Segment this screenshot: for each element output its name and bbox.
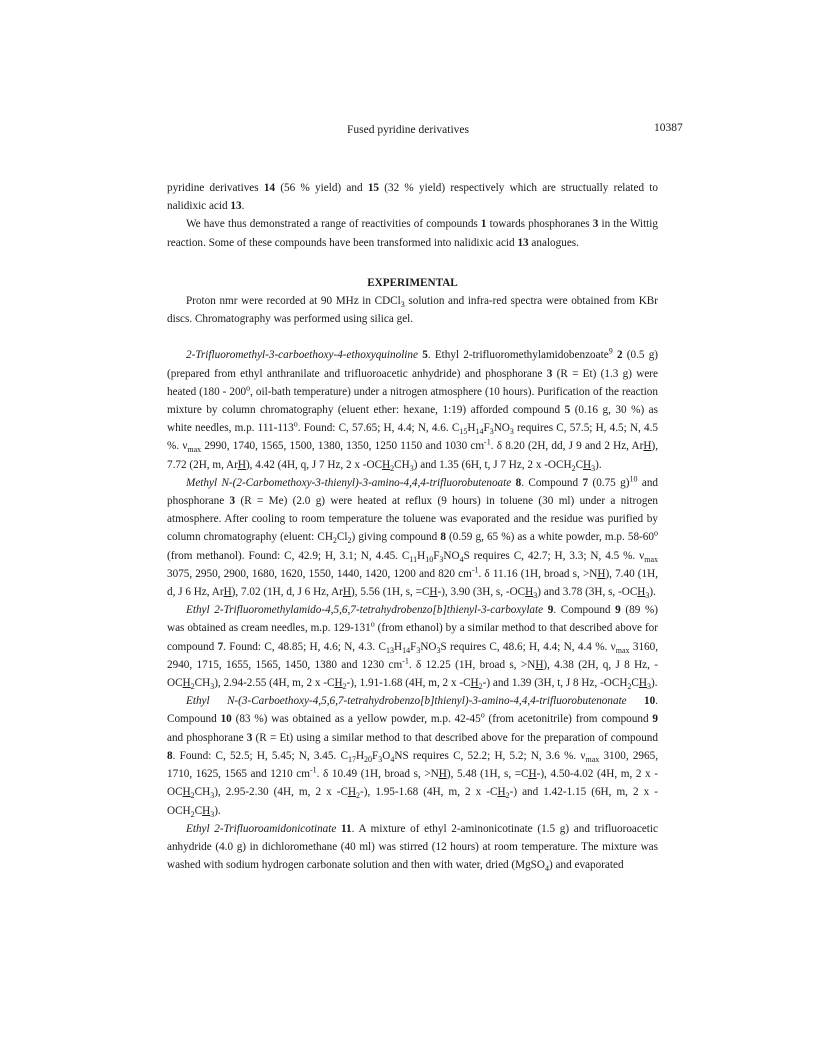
paragraph-intro-1: pyridine derivatives 14 (56 % yield) and 15 (32 % yield) respectively which are structually related to nalidixic acid 13. <box>167 182 658 213</box>
paragraph-compound-8: Methyl N-(2-Carbomethoxy-3-thienyl)-3-amino-4,4,4-trifluorobutenoate 8. Compound 7 (0.75 g)$^{10}$ and phosphorane 3 (R = Me) (2.0 g) were heated at reflux (9 hours) in toluene (30 ml) under a nitrogen atmosphere. After cooling to room temperature the toluene was evaporated and the residue was purified by column chromatography (eluent: $CH_2Cl_2$) giving compound 8 (0.59 g, 65 %) as a white powder, m.p. 58-60$^o$ (from methanol). Found: C, 42.9; H, 3.1; N, 4.45. $C_{11}H_{10}F_3NO_4S$ requires C, 42.7; H, 3.3; N, 4.5 %. $\nu_{max}$ 3075, 2950, 2900, 1680, 1620, 1550, 1440, 1420, 1200 and 820 $cm^{-1}$. δ 11.16 (1H, broad s, >NH), 7.40 (1H, d, J 6 Hz, ArH), 7.02 (1H, d, J 6 Hz, ArH), 5.56 (1H, s, =CH-), 3.90 (3H, s, $-OCH_3$) and 3.78 (3H, s, $-OCH_3$). <box>167 474 659 601</box>
paragraph-intro-2: We have thus demonstrated a range of reactivities of compounds 1 towards phosphoranes 3 in the Wittig reaction. Some of these compounds have been transformed into nalidixic acid 13 analogues. <box>167 218 658 249</box>
paragraph-compound-9: Ethyl 2-Trifluoromethylamido-4,5,6,7-tetrahydrobenzo[b]thienyl-3-carboxylate 9. Compound 9 (89 %) was obtained as cream needles, m.p. 129-131$^o$ (from ethanol) by a similar method to that described above for compound 7. Found: C, 48.85; H, 4.6; N, 4.3. $C_{13}H_{14}F_3NO_3S$ requires C, 48.6; H, 4.4; N, 4.4 %. $\nu_{max}$ 3160, 2940, 1715, 1655, 1565, 1450, 1380 and 1230 $cm^{-1}$. δ 12.25 (1H, broad s, >NH), 4.38 (2H, q, J 8 Hz, $-OCH_2CH_3$), 2.94-2.55 (4H, m, 2 x $-CH_2-$), 1.91-1.68 (4H, m, 2 x $-CH_2-$) and 1.39 (3H, t, J 8 Hz, $-OCH_2CH_3$). <box>167 604 659 692</box>
paragraph-compound-5: 2-Trifluoromethyl-3-carboethoxy-4-ethoxyquinoline 5. Ethyl 2-trifluoromethylamidobenzoate$^9$ 2 (0.5 g) (prepared from ethyl anthranilate and trifluoroacetic anhydride) and phosphorane 3 (R = Et) (1.3 g) were heated (180 - 200$^o$, oil-bath temperature) under a nitrogen atmosphere (10 hours). Purification of the reaction mixture by column chromatography (eluent ether: hexane, 1:19) afforded compound 5 (0.16 g, 30 %) as white needles, m.p. 111-113$^o$. Found: C, 57.65; H, 4.4; N, 4.6. $C_{15}H_{14}F_3NO_3$ requires C, 57.5; H, 4.5; N, 4.5 %. $\nu_{max}$ 2990, 1740, 1565, 1500, 1380, 1350, 1250 1150 and 1030 $cm^{-1}$. δ 8.20 (2H, dd, J 9 and 2 Hz, ArH), 7.72 (2H, m, ArH), 4.42 (4H, q, J 7 Hz, 2 x $-OCH_2CH_3$) and 1.35 (6H, t, J 7 Hz, 2 x $-OCH_2CH_3$). <box>167 346 659 473</box>
paragraph-compound-11: Ethyl 2-Trifluoroamidonicotinate 11. A mixture of ethyl 2-aminonicotinate (1.5 g) and trifluoroacetic anhydride (4.0 g) in dichloromethane (40 ml) was stirred (12 hours) at room temperature. The mixture was washed with sodium hydrogen carbonate solution and then with water, dried (MgSO$_4$) and evaporated <box>167 822 658 874</box>
section-heading-experimental: EXPERIMENTAL <box>367 276 458 289</box>
body-text <box>167 179 658 874</box>
paragraph-experimental-intro: Proton nmr were recorded at 90 MHz in CDCl$_3$ solution and infra-red spectra were obtained from KBr discs. Chromatography was performed using silica gel. <box>167 295 658 326</box>
running-header: Fused pyridine derivatives <box>346 124 469 136</box>
paragraph-compound-10: Ethyl N-(3-Carboethoxy-4,5,6,7-tetrahydrobenzo[b]thienyl)-3-amino-4,4,4-trifluorobutenonate 10. Compound 10 (83 %) was obtained as a yellow powder, m.p. 42-45$^o$ (from acetonitrile) from compound 9 and phosphorane 3 (R = Et) using a similar method to that described above for the preparation of compound 8. Found: C, 52.5; H, 5.45; N, 3.45. $C_{17}H_{20}F_3O_4NS$ requires C, 52.2; H, 5.2; N, 3.6 %. $\nu_{max}$ 3100, 2965, 1710, 1625, 1565 and 1210 $cm^{-1}$. δ 10.49 (1H, broad s, >NH), 5.48 (1H, s, =CH-), 4.50-4.02 (4H, m, 2 x $-OCH_2CH_3$), 2.95-2.30 (4H, m, 2 x $-CH_2-$), 1.95-1.68 (4H, m, 2 x $-CH_2-$) and 1.42-1.15 (6H, m, 2 x $-OCH_2CH_3$). <box>167 695 658 819</box>
page-number: 10387 <box>654 122 683 134</box>
